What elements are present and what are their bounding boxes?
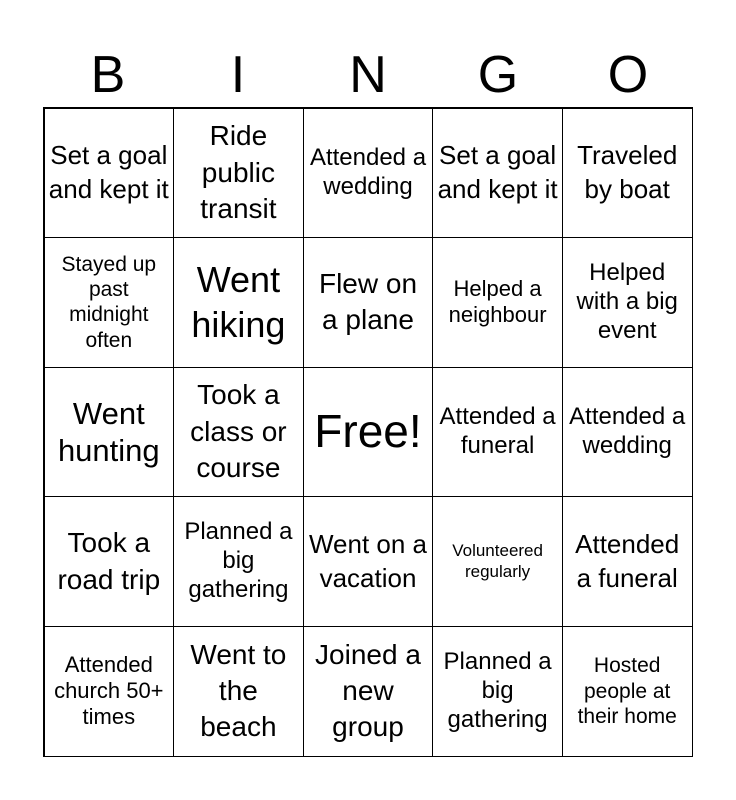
bingo-board: [43, 107, 693, 757]
bingo-cell[interactable]: Ride public transit: [173, 108, 304, 239]
bingo-cell[interactable]: Volunteered regularly: [432, 496, 563, 627]
bingo-cell[interactable]: Planned a big gathering: [173, 496, 304, 627]
bingo-cell[interactable]: Took a road trip: [44, 496, 175, 627]
bingo-cell[interactable]: Attended a funeral: [432, 367, 563, 498]
free-space[interactable]: Free!: [303, 367, 434, 498]
bingo-cell[interactable]: Set a goal and kept it: [44, 108, 175, 239]
bingo-cell[interactable]: Took a class or course: [173, 367, 304, 498]
header-letter-i: I: [230, 46, 246, 104]
bingo-cell[interactable]: Attended a wedding: [303, 108, 434, 239]
header-letter-o: O: [607, 46, 649, 104]
bingo-cell[interactable]: Went to the beach: [173, 626, 304, 757]
bingo-cell[interactable]: Joined a new group: [303, 626, 434, 757]
bingo-cell[interactable]: Planned a big gathering: [432, 626, 563, 757]
bingo-cell[interactable]: Stayed up past midnight often: [44, 237, 175, 368]
header-letter-g: G: [477, 46, 519, 104]
header-letter-b: B: [90, 46, 126, 104]
bingo-cell[interactable]: Went hiking: [173, 237, 304, 368]
bingo-cell[interactable]: Attended church 50+ times: [44, 626, 175, 757]
bingo-cell[interactable]: Helped a neighbour: [432, 237, 563, 368]
bingo-cell[interactable]: Traveled by boat: [562, 108, 693, 239]
bingo-header: [43, 42, 693, 108]
bingo-cell[interactable]: Hosted people at their home: [562, 626, 693, 757]
bingo-cell[interactable]: Went on a vacation: [303, 496, 434, 627]
bingo-cell[interactable]: Flew on a plane: [303, 237, 434, 368]
bingo-cell[interactable]: Attended a wedding: [562, 367, 693, 498]
bingo-cell[interactable]: Attended a funeral: [562, 496, 693, 627]
bingo-cell[interactable]: Went hunting: [44, 367, 175, 498]
bingo-cell[interactable]: Set a goal and kept it: [432, 108, 563, 239]
bingo-cell[interactable]: Helped with a big event: [562, 237, 693, 368]
header-letter-n: N: [349, 46, 387, 104]
